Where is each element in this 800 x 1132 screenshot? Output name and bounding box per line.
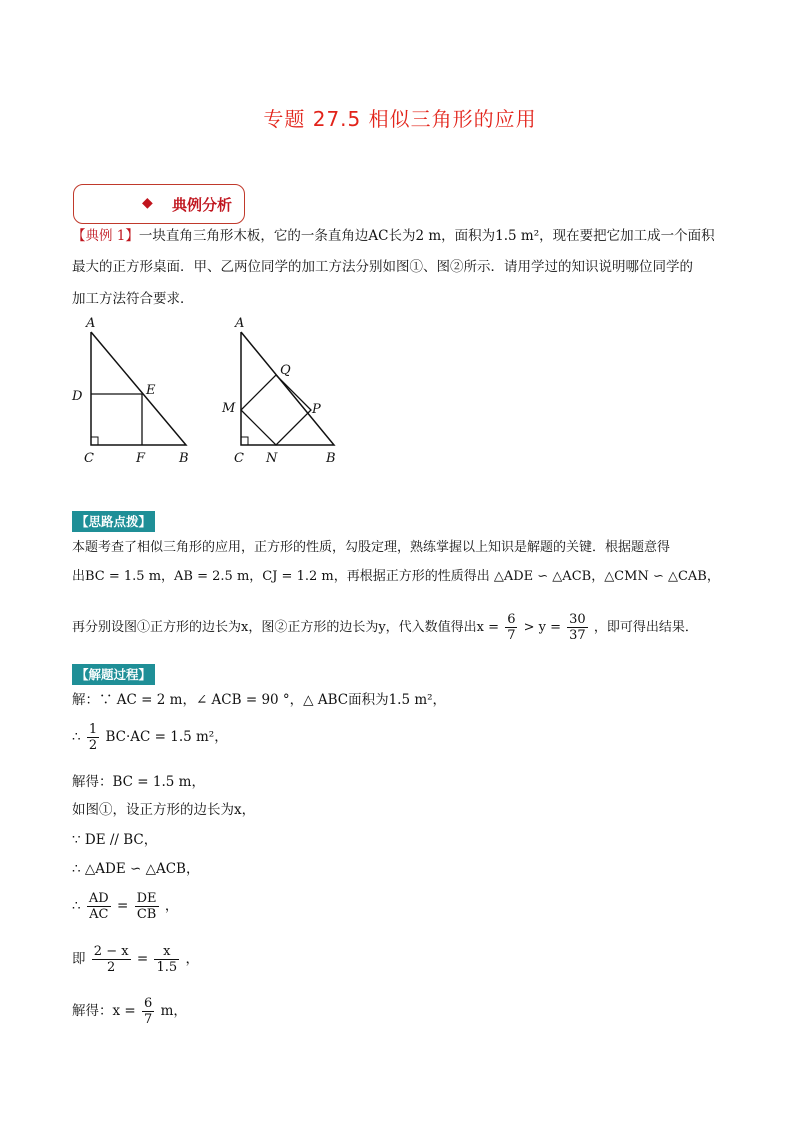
- solution-tag: 【解题过程】: [72, 664, 155, 685]
- solution-step-6: ∴ △ADE ∽ △ACB，: [72, 861, 200, 877]
- fig2-label-m: M: [222, 401, 236, 416]
- fig2-label-c: C: [234, 451, 244, 466]
- solution-step-8-pre: 即: [72, 951, 86, 967]
- s2-num: 1: [88, 722, 98, 737]
- s9-den: 7: [144, 1012, 153, 1027]
- fig1-label-c: C: [84, 451, 94, 466]
- hint-line-3: [72, 612, 698, 643]
- solution-step-4: 如图①，设正方形的边长为x，: [72, 802, 256, 818]
- solution-step-9-pre: 解得：x =: [72, 1003, 136, 1019]
- solution-step-8: [72, 944, 199, 975]
- solution-step-2-pre: ∴: [72, 729, 81, 745]
- hint-line-3-mid: > y =: [523, 620, 562, 635]
- fig2-label-n: N: [266, 451, 278, 466]
- fig1-label-d: D: [72, 389, 83, 404]
- hint-f2-num: 30: [569, 612, 586, 627]
- fig1-label-e: E: [146, 383, 156, 398]
- solution-step-2-post: BC·AC = 1.5 m²，: [105, 729, 228, 745]
- solution-step-7-eq: =: [117, 898, 129, 914]
- hint-fraction-1: [505, 612, 517, 643]
- hint-tag-wrap: [72, 511, 155, 530]
- section-badge: [73, 184, 245, 224]
- s2-den: 2: [88, 738, 98, 753]
- solution-tag-wrap: [72, 664, 155, 683]
- section-badge-label: 典例分析: [172, 196, 233, 214]
- solution-step-8-post: ，: [185, 951, 199, 967]
- figure-1: [66, 312, 206, 467]
- solution-step-2-fraction: [87, 722, 99, 753]
- fig2-label-q: Q: [280, 363, 291, 378]
- s7-f2-num: DE: [136, 891, 157, 906]
- page-title: 专题 27.5 相似三角形的应用: [263, 107, 537, 131]
- solution-step-7-pre: ∴: [72, 898, 81, 914]
- fig1-label-f: F: [136, 451, 146, 466]
- example-tag: 【典例 1】: [72, 228, 139, 244]
- hint-line-1: 本题考查了相似三角形的应用，正方形的性质，勾股定理，熟练掌握以上知识是解题的关键．根据题意得: [72, 540, 671, 555]
- example-line-1: [72, 226, 715, 246]
- hint-f1-den: 7: [507, 628, 516, 643]
- example-line-2: 最大的正方形桌面．甲、乙两位同学的加工方法分别如图①、图②所示．请用学过的知识说明哪位同学的: [72, 259, 693, 275]
- hint-tag: 【思路点拨】: [72, 511, 155, 532]
- hint-fraction-2: [567, 612, 588, 643]
- fig2-label-b: B: [326, 451, 336, 466]
- solution-step-5: ∵ DE // BC，: [72, 832, 158, 848]
- solution-step-8-fraction-1: [92, 944, 131, 975]
- solution-step-8-eq: =: [136, 951, 149, 967]
- example-line-3: 加工方法符合要求．: [72, 291, 194, 307]
- hint-line-3-post: ，即可得出结果．: [593, 620, 698, 635]
- hint-line-3-pre: 再分别设图①正方形的边长为x，图②正方形的边长为y，代入数值得出x =: [72, 620, 500, 635]
- figure-2: [216, 312, 356, 467]
- diamond-icon: ◆: [142, 195, 153, 211]
- solution-step-9-fraction: [142, 996, 154, 1027]
- s9-num: 6: [144, 996, 153, 1011]
- hint-line-2: 出BC = 1.5 m，AB = 2.5 m，CJ = 1.2 m，再根据正方形的性质得出 △ADE ∽ △ACB，△CMN ∽ △CAB，: [72, 569, 720, 584]
- s8-f1-den: 2: [107, 960, 116, 975]
- solution-step-7-post: ，: [164, 898, 179, 914]
- solution-step-7-fraction-2: [135, 891, 159, 922]
- fig1-label-a: A: [86, 316, 96, 331]
- solution-step-7-fraction-1: [87, 891, 111, 922]
- fig2-label-a: A: [235, 316, 245, 331]
- fig2-label-p: P: [312, 402, 321, 417]
- solution-step-2: [72, 722, 228, 753]
- solution-step-7: [72, 891, 178, 922]
- solution-step-1: 解：∵ AC = 2 m，∠ ACB = 90 °，△ ABC面积为1.5 m²，: [72, 692, 447, 708]
- s8-f2-den: 1.5: [156, 960, 178, 975]
- s7-f1-den: AC: [89, 907, 109, 922]
- s8-f2-num: x: [154, 944, 179, 960]
- s8-f1-num: 2 − x: [93, 944, 129, 959]
- s7-f1-num: AD: [88, 891, 109, 906]
- s7-f2-den: CB: [136, 907, 157, 922]
- hint-f1-num: 6: [507, 612, 516, 627]
- solution-step-9-post: m，: [160, 1003, 187, 1019]
- example-text-1: 一块直角三角形木板，它的一条直角边AC长为2 m，面积为1.5 m²，现在要把它加工成一个面积: [138, 228, 715, 244]
- solution-step-9: [72, 996, 187, 1027]
- solution-step-8-fraction-2: [154, 944, 179, 975]
- fig1-label-b: B: [179, 451, 189, 466]
- solution-step-3: 解得：BC = 1.5 m，: [72, 774, 205, 790]
- hint-f2-den: 37: [569, 628, 586, 643]
